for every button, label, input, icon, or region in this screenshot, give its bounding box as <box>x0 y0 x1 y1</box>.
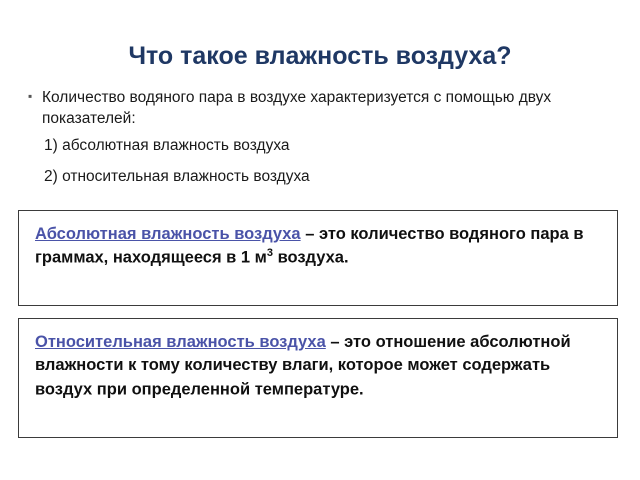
page-title: Что такое влажность воздуха? <box>128 42 512 70</box>
definition-text: это количество водяного пара в граммах, находящееся в 1 м <box>35 225 584 267</box>
bullet-item <box>28 88 618 130</box>
definition-text-tail: воздуха. <box>272 248 349 267</box>
body-content <box>28 88 618 198</box>
bullet-item-text: Количество водяного пара в воздухе характеризуется с помощью двух показателей: <box>42 89 552 127</box>
definition-term: Относительная влажность воздуха <box>35 333 326 351</box>
list-item: 1) абсолютная влажность воздуха <box>44 136 290 154</box>
bullet-marker-icon: ▪ <box>28 89 33 103</box>
definition-term: Абсолютная влажность воздуха <box>35 225 301 243</box>
definition-dash: – <box>305 225 315 243</box>
definition-text: это отношение абсолютной влажности к тому количеству влаги, которое может содержать воздух при определенной температуре. <box>35 333 571 399</box>
definition-box-relative <box>18 318 618 438</box>
definition-dash: – <box>330 333 340 351</box>
list-item: 2) относительная влажность воздуха <box>44 167 310 185</box>
definition-box-absolute <box>18 210 618 306</box>
definition-superscript: 3 <box>266 247 273 260</box>
